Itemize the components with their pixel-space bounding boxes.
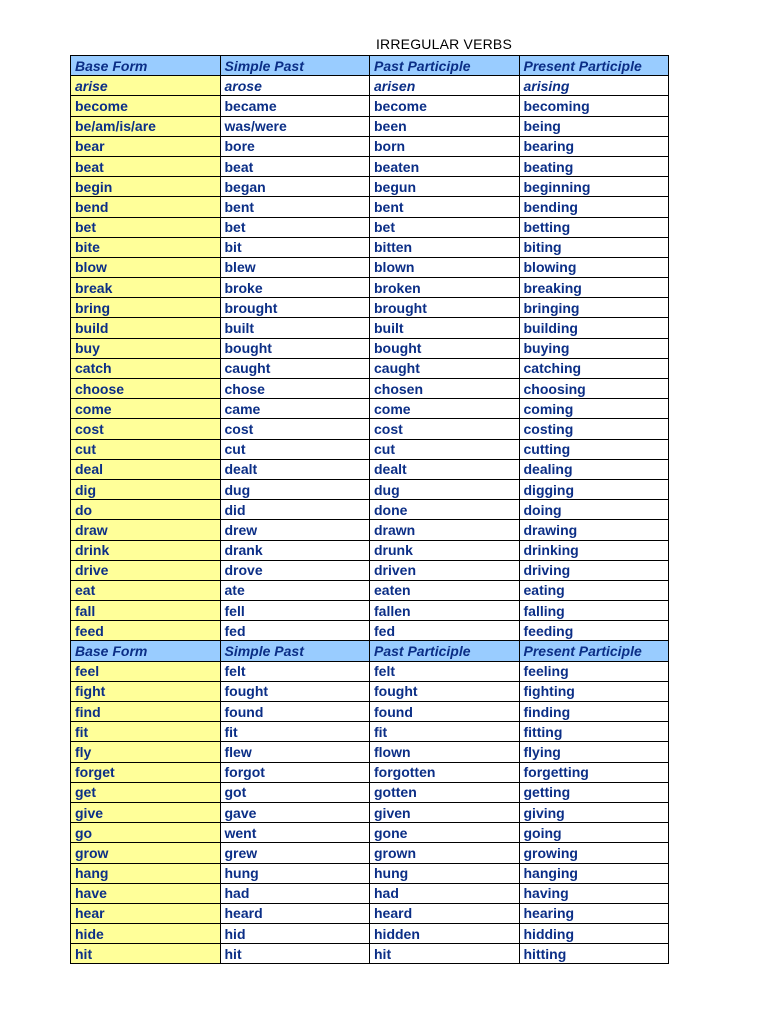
cell-simple-past: got	[220, 782, 370, 802]
cell-present-participle: costing	[519, 419, 669, 439]
cell-simple-past: arose	[220, 76, 370, 96]
cell-past-participle: been	[370, 116, 520, 136]
cell-past-participle: gone	[370, 823, 520, 843]
cell-present-participle: giving	[519, 802, 669, 822]
cell-base-form: become	[71, 96, 221, 116]
cell-past-participle: cost	[370, 419, 520, 439]
cell-simple-past: dealt	[220, 459, 370, 479]
cell-present-participle: betting	[519, 217, 669, 237]
cell-simple-past: bent	[220, 197, 370, 217]
cell-present-participle: beating	[519, 156, 669, 176]
table-row	[71, 479, 669, 499]
cell-past-participle: cut	[370, 439, 520, 459]
cell-base-form: blow	[71, 257, 221, 277]
cell-simple-past: fed	[220, 621, 370, 641]
cell-base-form: bend	[71, 197, 221, 217]
cell-simple-past: dug	[220, 479, 370, 499]
cell-past-participle: broken	[370, 278, 520, 298]
cell-present-participle: going	[519, 823, 669, 843]
cell-base-form: forget	[71, 762, 221, 782]
cell-base-form: hit	[71, 944, 221, 964]
table-header-row	[71, 56, 669, 76]
cell-simple-past: drove	[220, 560, 370, 580]
cell-present-participle: arising	[519, 76, 669, 96]
cell-past-participle: drunk	[370, 540, 520, 560]
column-header-base-form: Base Form	[71, 641, 221, 661]
cell-past-participle: built	[370, 318, 520, 338]
cell-past-participle: gotten	[370, 782, 520, 802]
cell-past-participle: blown	[370, 257, 520, 277]
cell-present-participle: bringing	[519, 298, 669, 318]
cell-past-participle: fallen	[370, 601, 520, 621]
table-row	[71, 903, 669, 923]
cell-simple-past: bought	[220, 338, 370, 358]
cell-base-form: catch	[71, 358, 221, 378]
table-row	[71, 580, 669, 600]
cell-present-participle: finding	[519, 702, 669, 722]
cell-present-participle: driving	[519, 560, 669, 580]
table-row	[71, 439, 669, 459]
cell-simple-past: cut	[220, 439, 370, 459]
cell-present-participle: buying	[519, 338, 669, 358]
cell-present-participle: eating	[519, 580, 669, 600]
table-row	[71, 661, 669, 681]
cell-base-form: build	[71, 318, 221, 338]
cell-present-participle: falling	[519, 601, 669, 621]
cell-present-participle: drawing	[519, 520, 669, 540]
table-row	[71, 419, 669, 439]
cell-simple-past: drank	[220, 540, 370, 560]
cell-base-form: beat	[71, 156, 221, 176]
cell-base-form: give	[71, 802, 221, 822]
cell-base-form: drink	[71, 540, 221, 560]
cell-past-participle: bought	[370, 338, 520, 358]
cell-simple-past: forgot	[220, 762, 370, 782]
page-title: IRREGULAR VERBS	[375, 36, 513, 52]
cell-base-form: hear	[71, 903, 221, 923]
table-row	[71, 702, 669, 722]
cell-past-participle: bet	[370, 217, 520, 237]
cell-present-participle: hearing	[519, 903, 669, 923]
cell-base-form: fight	[71, 681, 221, 701]
table-row	[71, 278, 669, 298]
cell-present-participle: building	[519, 318, 669, 338]
cell-past-participle: dug	[370, 479, 520, 499]
cell-base-form: have	[71, 883, 221, 903]
cell-simple-past: blew	[220, 257, 370, 277]
cell-past-participle: dealt	[370, 459, 520, 479]
table-row	[71, 883, 669, 903]
cell-simple-past: built	[220, 318, 370, 338]
cell-base-form: feel	[71, 661, 221, 681]
cell-simple-past: fit	[220, 722, 370, 742]
table-row	[71, 560, 669, 580]
column-header-base-form: Base Form	[71, 56, 221, 76]
cell-simple-past: came	[220, 399, 370, 419]
cell-present-participle: cutting	[519, 439, 669, 459]
cell-present-participle: blowing	[519, 257, 669, 277]
table-row	[71, 782, 669, 802]
cell-simple-past: fell	[220, 601, 370, 621]
cell-base-form: cut	[71, 439, 221, 459]
column-header-past-participle: Past Participle	[370, 641, 520, 661]
cell-base-form: fly	[71, 742, 221, 762]
table-row	[71, 843, 669, 863]
cell-simple-past: went	[220, 823, 370, 843]
cell-base-form: get	[71, 782, 221, 802]
cell-base-form: hide	[71, 924, 221, 944]
table-row	[71, 823, 669, 843]
cell-base-form: feed	[71, 621, 221, 641]
cell-past-participle: felt	[370, 661, 520, 681]
cell-base-form: draw	[71, 520, 221, 540]
cell-present-participle: fighting	[519, 681, 669, 701]
cell-past-participle: hung	[370, 863, 520, 883]
cell-past-participle: bent	[370, 197, 520, 217]
cell-base-form: fall	[71, 601, 221, 621]
table-row	[71, 802, 669, 822]
table-row	[71, 257, 669, 277]
cell-base-form: find	[71, 702, 221, 722]
cell-simple-past: ate	[220, 580, 370, 600]
cell-present-participle: being	[519, 116, 669, 136]
cell-base-form: drive	[71, 560, 221, 580]
cell-past-participle: chosen	[370, 379, 520, 399]
table-row	[71, 197, 669, 217]
cell-present-participle: hitting	[519, 944, 669, 964]
cell-present-participle: biting	[519, 237, 669, 257]
cell-simple-past: did	[220, 500, 370, 520]
table-row	[71, 177, 669, 197]
cell-past-participle: had	[370, 883, 520, 903]
cell-base-form: eat	[71, 580, 221, 600]
cell-present-participle: coming	[519, 399, 669, 419]
cell-simple-past: found	[220, 702, 370, 722]
cell-past-participle: flown	[370, 742, 520, 762]
cell-past-participle: grown	[370, 843, 520, 863]
table-row	[71, 399, 669, 419]
cell-present-participle: drinking	[519, 540, 669, 560]
cell-past-participle: heard	[370, 903, 520, 923]
cell-present-participle: catching	[519, 358, 669, 378]
table-row	[71, 722, 669, 742]
cell-simple-past: fought	[220, 681, 370, 701]
cell-past-participle: begun	[370, 177, 520, 197]
column-header-simple-past: Simple Past	[220, 56, 370, 76]
cell-present-participle: feeding	[519, 621, 669, 641]
table-row	[71, 520, 669, 540]
table-row	[71, 681, 669, 701]
cell-past-participle: done	[370, 500, 520, 520]
cell-present-participle: hanging	[519, 863, 669, 883]
cell-simple-past: bit	[220, 237, 370, 257]
table-row	[71, 621, 669, 641]
cell-base-form: hang	[71, 863, 221, 883]
cell-simple-past: became	[220, 96, 370, 116]
cell-present-participle: bending	[519, 197, 669, 217]
cell-past-participle: drawn	[370, 520, 520, 540]
cell-simple-past: heard	[220, 903, 370, 923]
cell-past-participle: brought	[370, 298, 520, 318]
cell-past-participle: given	[370, 802, 520, 822]
column-header-past-participle: Past Participle	[370, 56, 520, 76]
table-row	[71, 601, 669, 621]
cell-present-participle: feeling	[519, 661, 669, 681]
cell-base-form: begin	[71, 177, 221, 197]
cell-past-participle: found	[370, 702, 520, 722]
table-row	[71, 742, 669, 762]
cell-base-form: go	[71, 823, 221, 843]
cell-base-form: break	[71, 278, 221, 298]
table-row	[71, 762, 669, 782]
cell-simple-past: bet	[220, 217, 370, 237]
cell-past-participle: hidden	[370, 924, 520, 944]
cell-base-form: do	[71, 500, 221, 520]
cell-present-participle: hidding	[519, 924, 669, 944]
cell-base-form: bring	[71, 298, 221, 318]
cell-simple-past: caught	[220, 358, 370, 378]
cell-past-participle: born	[370, 136, 520, 156]
cell-present-participle: getting	[519, 782, 669, 802]
column-header-simple-past: Simple Past	[220, 641, 370, 661]
table-row	[71, 116, 669, 136]
cell-simple-past: bore	[220, 136, 370, 156]
table-row	[71, 298, 669, 318]
cell-base-form: come	[71, 399, 221, 419]
cell-present-participle: choosing	[519, 379, 669, 399]
cell-simple-past: cost	[220, 419, 370, 439]
table-row	[71, 944, 669, 964]
table-row	[71, 96, 669, 116]
table-row	[71, 338, 669, 358]
cell-base-form: deal	[71, 459, 221, 479]
cell-present-participle: becoming	[519, 96, 669, 116]
cell-past-participle: eaten	[370, 580, 520, 600]
cell-past-participle: come	[370, 399, 520, 419]
cell-present-participle: growing	[519, 843, 669, 863]
table-row	[71, 500, 669, 520]
table-row	[71, 459, 669, 479]
cell-present-participle: beginning	[519, 177, 669, 197]
table-header-row	[71, 641, 669, 661]
cell-simple-past: began	[220, 177, 370, 197]
cell-simple-past: drew	[220, 520, 370, 540]
cell-past-participle: caught	[370, 358, 520, 378]
table-row	[71, 540, 669, 560]
cell-simple-past: hit	[220, 944, 370, 964]
cell-present-participle: bearing	[519, 136, 669, 156]
cell-past-participle: forgotten	[370, 762, 520, 782]
column-header-present-participle: Present Participle	[519, 641, 669, 661]
cell-base-form: choose	[71, 379, 221, 399]
cell-base-form: fit	[71, 722, 221, 742]
table-row	[71, 318, 669, 338]
cell-past-participle: fought	[370, 681, 520, 701]
cell-simple-past: was/were	[220, 116, 370, 136]
cell-base-form: bite	[71, 237, 221, 257]
column-header-present-participle: Present Participle	[519, 56, 669, 76]
cell-base-form: bet	[71, 217, 221, 237]
cell-base-form: grow	[71, 843, 221, 863]
table-row	[71, 76, 669, 96]
cell-present-participle: breaking	[519, 278, 669, 298]
table-row	[71, 358, 669, 378]
cell-simple-past: felt	[220, 661, 370, 681]
cell-present-participle: digging	[519, 479, 669, 499]
table-row	[71, 217, 669, 237]
cell-simple-past: broke	[220, 278, 370, 298]
cell-simple-past: beat	[220, 156, 370, 176]
cell-base-form: be/am/is/are	[71, 116, 221, 136]
cell-base-form: arise	[71, 76, 221, 96]
cell-past-participle: hit	[370, 944, 520, 964]
cell-base-form: bear	[71, 136, 221, 156]
cell-simple-past: had	[220, 883, 370, 903]
cell-past-participle: driven	[370, 560, 520, 580]
cell-simple-past: grew	[220, 843, 370, 863]
verbs-table-body	[71, 56, 669, 964]
cell-past-participle: fed	[370, 621, 520, 641]
table-row	[71, 379, 669, 399]
cell-base-form: cost	[71, 419, 221, 439]
cell-present-participle: flying	[519, 742, 669, 762]
cell-present-participle: dealing	[519, 459, 669, 479]
cell-past-participle: beaten	[370, 156, 520, 176]
table-row	[71, 156, 669, 176]
irregular-verbs-table	[70, 55, 669, 964]
table-row	[71, 924, 669, 944]
cell-present-participle: doing	[519, 500, 669, 520]
table-row	[71, 237, 669, 257]
cell-past-participle: become	[370, 96, 520, 116]
cell-base-form: dig	[71, 479, 221, 499]
table-row	[71, 136, 669, 156]
cell-simple-past: chose	[220, 379, 370, 399]
cell-present-participle: fitting	[519, 722, 669, 742]
cell-simple-past: hung	[220, 863, 370, 883]
cell-present-participle: having	[519, 883, 669, 903]
table-row	[71, 863, 669, 883]
cell-base-form: buy	[71, 338, 221, 358]
cell-simple-past: flew	[220, 742, 370, 762]
cell-simple-past: brought	[220, 298, 370, 318]
cell-past-participle: bitten	[370, 237, 520, 257]
cell-simple-past: hid	[220, 924, 370, 944]
cell-simple-past: gave	[220, 802, 370, 822]
cell-past-participle: fit	[370, 722, 520, 742]
cell-past-participle: arisen	[370, 76, 520, 96]
cell-present-participle: forgetting	[519, 762, 669, 782]
